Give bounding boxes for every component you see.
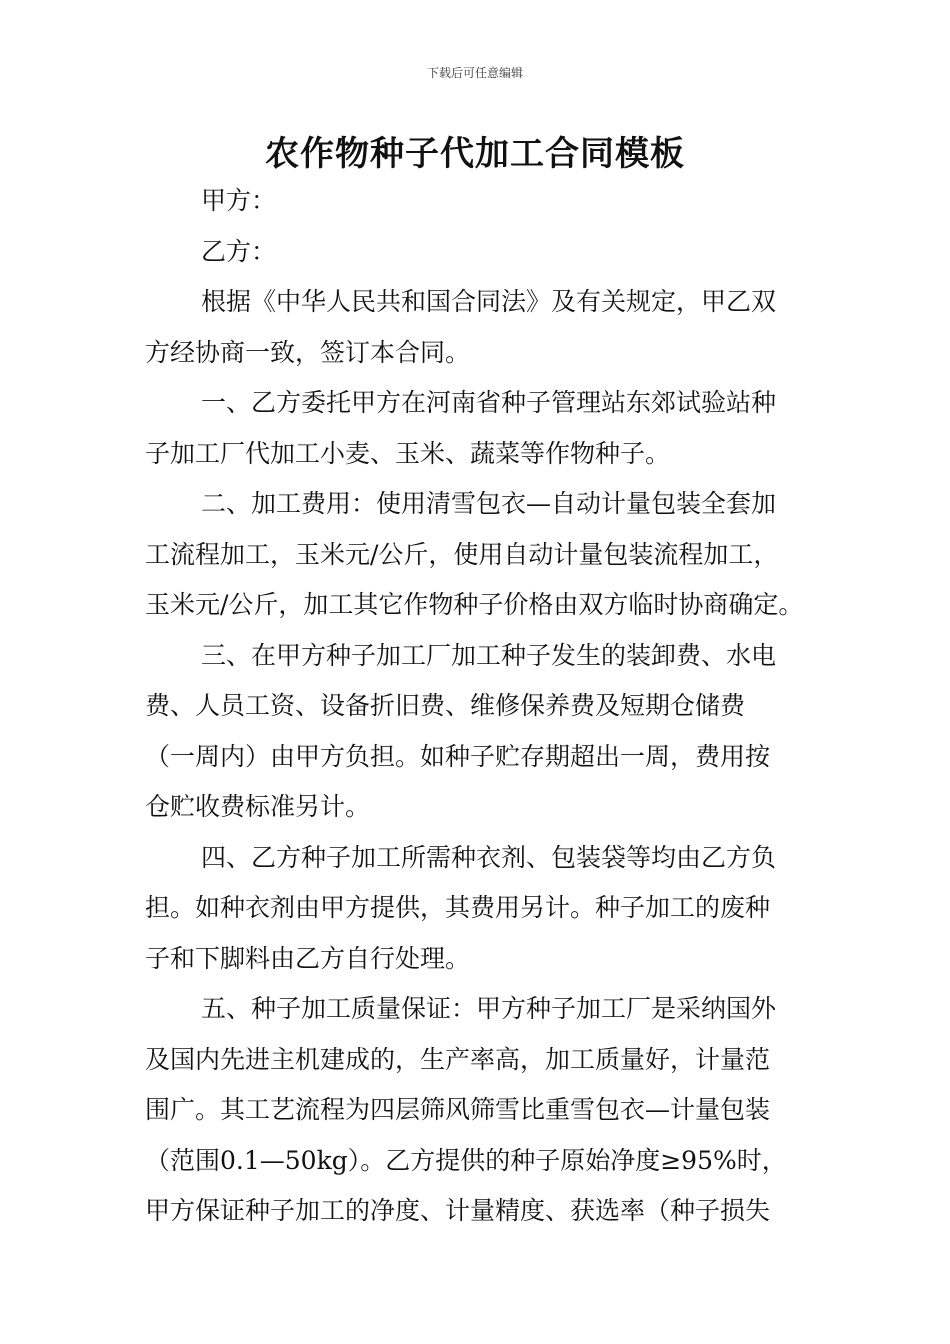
paragraph-line: 方经协商一致，签订本合同。 (145, 337, 471, 367)
paragraph-line: 围广。其工艺流程为四层筛风筛雪比重雪包衣—计量包装 (145, 1095, 771, 1124)
paragraph-line: 玉米元/公斤，加工其它作物种子价格由双方临时协商确定。 (145, 590, 804, 619)
paragraph-line: 一、乙方委托甲方在河南省种子管理站东郊试验站种 (201, 388, 777, 417)
paragraph-line: （一周内）由甲方负担。如种子贮存期超出一周，费用按 (145, 741, 771, 771)
paragraph-preamble (145, 277, 805, 378)
party-b-line: 乙方： (201, 236, 277, 266)
document-body (145, 176, 805, 1237)
paragraph-line: 五、种子加工质量保证：甲方种子加工厂是采纳国外 (201, 994, 777, 1023)
paragraph-line: （范围0.1—50kg）。乙方提供的种子原始净度≥95%时， (145, 1145, 787, 1175)
paragraph-line: 子和下脚料由乙方自行处理。 (145, 943, 471, 973)
header-note: 下载后可任意编辑 (426, 66, 523, 80)
paragraph-line: 工流程加工，玉米元/公斤，使用自动计量包装流程加工， (145, 539, 779, 569)
document-title: 农作物种子代加工合同模板 (265, 134, 685, 174)
paragraph-clause-4 (145, 833, 805, 985)
paragraph-clause-3 (145, 631, 805, 833)
paragraph-line: 仓贮收费标准另计。 (145, 792, 371, 821)
paragraph-line: 及国内先进主机建成的，生产率高，加工质量好，计量范 (145, 1044, 771, 1074)
paragraph-clause-5 (145, 984, 805, 1237)
paragraph-line: 根据《中华人民共和国合同法》及有关规定，甲乙双 (201, 287, 777, 316)
paragraph-line: 费、人员工资、设备折旧费、维修保养费及短期仓储费 (145, 691, 746, 720)
paragraph-line: 二、加工费用：使用清雪包衣—自动计量包装全套加 (201, 489, 777, 518)
paragraph-clause-1 (145, 378, 805, 479)
paragraph-line: 三、在甲方种子加工厂加工种子发生的装卸费、水电 (201, 640, 777, 670)
paragraph-line: 子加工厂代加工小麦、玉米、蔬菜等作物种子。 (145, 438, 671, 468)
paragraph-line: 四、乙方种子加工所需种衣剂、包装袋等均由乙方负 (201, 842, 777, 872)
paragraph-clause-2 (145, 479, 805, 631)
paragraph-line: 甲方保证种子加工的净度、计量精度、获选率（种子损失 (145, 1196, 771, 1225)
paragraph-line: 担。如种衣剂由甲方提供，其费用另计。种子加工的废种 (145, 893, 771, 922)
party-a-line: 甲方： (201, 186, 277, 215)
